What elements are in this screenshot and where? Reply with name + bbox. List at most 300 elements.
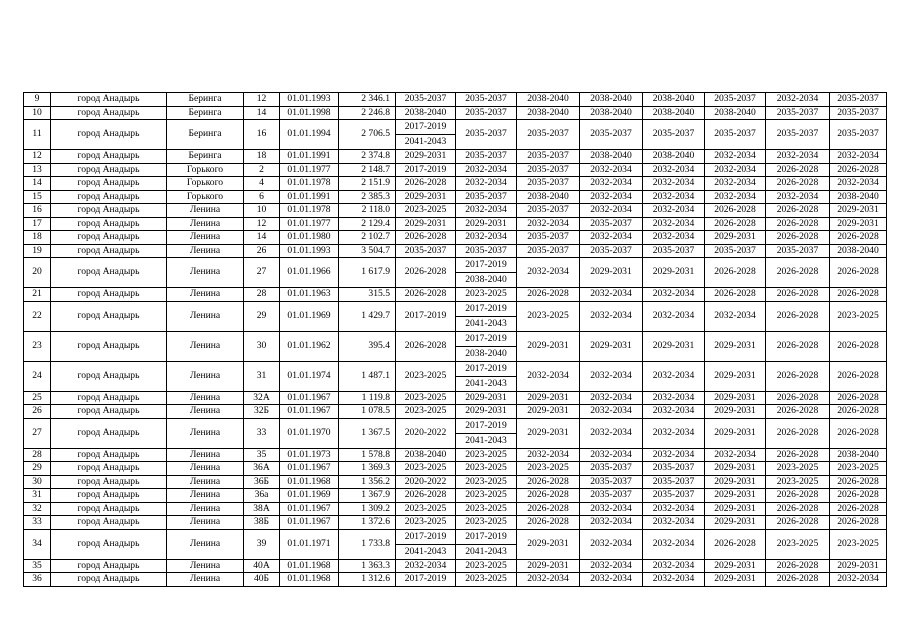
- street-cell: Беринга: [167, 150, 244, 164]
- street-cell: Горького: [167, 190, 244, 204]
- repair-period-cell: 2026-2028: [766, 391, 830, 405]
- table-row: [24, 288, 887, 302]
- commissioning-date-cell: 01.01.1969: [280, 489, 339, 503]
- row-number-cell: 30: [24, 475, 51, 489]
- street-cell: Ленина: [167, 573, 244, 587]
- commissioning-date-cell: 01.01.1969: [280, 301, 339, 331]
- table-row: [24, 163, 887, 177]
- city-cell: город Анадырь: [51, 106, 167, 120]
- commissioning-date-cell: 01.01.1977: [280, 163, 339, 177]
- commissioning-date-cell: 01.01.1967: [280, 516, 339, 530]
- street-cell: Ленина: [167, 391, 244, 405]
- repair-period-cell: 2023-2025: [396, 516, 456, 530]
- area-cell: 1 429.7: [339, 301, 396, 331]
- repair-period-cell: 2035-2037: [766, 244, 830, 258]
- repair-period-cell: 2026-2028: [396, 489, 456, 503]
- house-number-cell: 12: [244, 93, 280, 107]
- area-cell: 2 385.3: [339, 190, 396, 204]
- city-cell: город Анадырь: [51, 217, 167, 231]
- repair-period-cell: 2035-2037: [643, 462, 705, 476]
- area-cell: 2 148.7: [339, 163, 396, 177]
- repair-period-cell: 2035-2037: [517, 177, 580, 191]
- street-cell: Ленина: [167, 288, 244, 302]
- repair-period-cell: 2029-2031: [517, 405, 580, 419]
- commissioning-date-cell: 01.01.1978: [280, 204, 339, 218]
- area-cell: 1 367.9: [339, 489, 396, 503]
- commissioning-date-cell: 01.01.1973: [280, 448, 339, 462]
- house-number-cell: 39: [244, 529, 280, 559]
- repair-period-cell: 2035-2037: [580, 489, 643, 503]
- repair-period-cell: 2023-2025: [456, 448, 517, 462]
- commissioning-date-cell: 01.01.1968: [280, 559, 339, 573]
- house-number-cell: 30: [244, 331, 280, 361]
- area-cell: 2 151.9: [339, 177, 396, 191]
- repair-period-cell: 2035-2037: [766, 120, 830, 150]
- repair-period-cell: 2026-2028: [830, 391, 887, 405]
- city-cell: город Анадырь: [51, 462, 167, 476]
- repair-period-cell: 2026-2028: [830, 231, 887, 245]
- repair-period-cell: 2017-2019: [396, 163, 456, 177]
- repair-period-cell: 2032-2034: [517, 573, 580, 587]
- street-cell: Ленина: [167, 418, 244, 448]
- commissioning-date-cell: 01.01.1977: [280, 217, 339, 231]
- repair-period-cell: 2032-2034: [580, 405, 643, 419]
- table-row: [24, 177, 887, 191]
- repair-period-cell: 2032-2034: [643, 301, 705, 331]
- row-number-cell: 14: [24, 177, 51, 191]
- repair-period-cell: 2023-2025: [396, 462, 456, 476]
- repair-period-cell: 2032-2034: [705, 177, 766, 191]
- street-cell: Ленина: [167, 502, 244, 516]
- repair-period-cell: 2038-2040: [396, 448, 456, 462]
- table-row: [24, 231, 887, 245]
- street-cell: Ленина: [167, 231, 244, 245]
- repair-period-cell: [456, 331, 517, 361]
- house-number-cell: 27: [244, 258, 280, 288]
- repair-period-cell: 2032-2034: [643, 418, 705, 448]
- repair-period-cell: 2029-2031: [396, 217, 456, 231]
- repair-period-cell: 2026-2028: [766, 502, 830, 516]
- commissioning-date-cell: 01.01.1967: [280, 502, 339, 516]
- repair-period-cell: 2035-2037: [456, 190, 517, 204]
- repair-period-value: 2017-2019: [404, 121, 447, 132]
- repair-period-cell: 2032-2034: [643, 391, 705, 405]
- city-cell: город Анадырь: [51, 163, 167, 177]
- repair-period-cell: 2023-2025: [456, 559, 517, 573]
- area-cell: 2 346.1: [339, 93, 396, 107]
- repair-period-cell: 2026-2028: [766, 258, 830, 288]
- city-cell: город Анадырь: [51, 331, 167, 361]
- repair-period-cell: 2035-2037: [830, 106, 887, 120]
- repair-period-value: 2038-2040: [456, 346, 516, 361]
- repair-period-cell: 2023-2025: [456, 516, 517, 530]
- area-cell: 1 367.5: [339, 418, 396, 448]
- repair-period-cell: 2032-2034: [643, 177, 705, 191]
- repair-period-cell: 2029-2031: [643, 331, 705, 361]
- house-number-cell: 10: [244, 204, 280, 218]
- repair-period-cell: 2035-2037: [580, 475, 643, 489]
- house-number-cell: 38А: [244, 502, 280, 516]
- street-cell: Ленина: [167, 301, 244, 331]
- city-cell: город Анадырь: [51, 559, 167, 573]
- city-cell: город Анадырь: [51, 231, 167, 245]
- repair-period-cell: 2032-2034: [643, 163, 705, 177]
- repair-period-cell: 2029-2031: [830, 217, 887, 231]
- repair-period-cell: 2035-2037: [396, 244, 456, 258]
- repair-period-cell: [456, 361, 517, 391]
- repair-period-cell: 2026-2028: [766, 177, 830, 191]
- repair-period-value: 2017-2019: [465, 332, 507, 344]
- street-cell: Ленина: [167, 361, 244, 391]
- repair-period-cell: 2038-2040: [643, 106, 705, 120]
- repair-period-cell: 2017-2019: [396, 301, 456, 331]
- repair-period-cell: 2032-2034: [580, 204, 643, 218]
- house-number-cell: 40Б: [244, 573, 280, 587]
- city-cell: город Анадырь: [51, 204, 167, 218]
- repair-period-cell: 2029-2031: [580, 258, 643, 288]
- repair-period-cell: 2026-2028: [766, 231, 830, 245]
- commissioning-date-cell: 01.01.1966: [280, 258, 339, 288]
- repair-period-cell: 2026-2028: [705, 204, 766, 218]
- repair-period-cell: 2029-2031: [705, 405, 766, 419]
- repair-period-value: 2041-2043: [456, 376, 516, 391]
- repair-period-cell: 2026-2028: [830, 288, 887, 302]
- repair-period-cell: 2026-2028: [766, 489, 830, 503]
- repair-period-cell: 2026-2028: [766, 448, 830, 462]
- commissioning-date-cell: 01.01.1971: [280, 529, 339, 559]
- commissioning-date-cell: 01.01.1967: [280, 405, 339, 419]
- street-cell: Ленина: [167, 448, 244, 462]
- repair-period-cell: 2029-2031: [456, 391, 517, 405]
- row-number-cell: 27: [24, 418, 51, 448]
- repair-period-cell: 2026-2028: [766, 217, 830, 231]
- row-number-cell: 9: [24, 93, 51, 107]
- repair-period-cell: 2038-2040: [830, 448, 887, 462]
- table-row: [24, 418, 887, 448]
- commissioning-date-cell: 01.01.1967: [280, 462, 339, 476]
- row-number-cell: 36: [24, 573, 51, 587]
- repair-period-cell: 2035-2037: [580, 244, 643, 258]
- repair-period-cell: 2032-2034: [396, 559, 456, 573]
- repair-period-cell: 2029-2031: [705, 573, 766, 587]
- repair-period-cell: 2035-2037: [580, 120, 643, 150]
- area-cell: 315.5: [339, 288, 396, 302]
- repair-period-cell: 2032-2034: [580, 448, 643, 462]
- repair-period-value: 2041-2043: [396, 544, 455, 559]
- area-cell: 1 369.3: [339, 462, 396, 476]
- repair-period-cell: 2023-2025: [396, 361, 456, 391]
- repair-period-cell: 2032-2034: [643, 448, 705, 462]
- repair-period-cell: 2020-2022: [396, 475, 456, 489]
- repair-period-cell: 2029-2031: [705, 361, 766, 391]
- table-row: [24, 190, 887, 204]
- repair-period-cell: 2032-2034: [580, 502, 643, 516]
- city-cell: город Анадырь: [51, 418, 167, 448]
- repair-period-cell: 2032-2034: [580, 573, 643, 587]
- repair-period-cell: 2032-2034: [643, 217, 705, 231]
- area-cell: 1 356.2: [339, 475, 396, 489]
- repair-period-cell: 2032-2034: [580, 301, 643, 331]
- repair-period-cell: 2032-2034: [643, 529, 705, 559]
- repair-period-cell: 2035-2037: [517, 204, 580, 218]
- repair-period-cell: 2023-2025: [396, 391, 456, 405]
- street-cell: Ленина: [167, 529, 244, 559]
- repair-period-cell: 2032-2034: [580, 361, 643, 391]
- repair-period-cell: 2035-2037: [396, 93, 456, 107]
- repair-period-cell: 2032-2034: [580, 516, 643, 530]
- repair-period-cell: 2026-2028: [705, 529, 766, 559]
- repair-period-value: 2038-2040: [456, 272, 516, 287]
- city-cell: город Анадырь: [51, 190, 167, 204]
- area-cell: 1 733.8: [339, 529, 396, 559]
- table-row: [24, 244, 887, 258]
- commissioning-date-cell: 01.01.1993: [280, 244, 339, 258]
- repair-period-cell: 2029-2031: [705, 502, 766, 516]
- repair-period-cell: 2023-2025: [456, 462, 517, 476]
- table-row: [24, 258, 887, 288]
- area-cell: 1 363.3: [339, 559, 396, 573]
- commissioning-date-cell: 01.01.1978: [280, 177, 339, 191]
- repair-period-cell: 2038-2040: [517, 93, 580, 107]
- repair-period-value: 2041-2043: [396, 134, 455, 149]
- repair-period-cell: 2032-2034: [580, 391, 643, 405]
- repair-period-value: 2041-2043: [456, 316, 516, 331]
- repair-period-cell: 2029-2031: [517, 559, 580, 573]
- commissioning-date-cell: 01.01.1998: [280, 106, 339, 120]
- table-row: [24, 516, 887, 530]
- repair-period-cell: 2035-2037: [643, 244, 705, 258]
- repair-period-cell: 2023-2025: [456, 502, 517, 516]
- repair-period-cell: 2026-2028: [705, 217, 766, 231]
- repair-period-cell: 2026-2028: [766, 573, 830, 587]
- house-number-cell: 33: [244, 418, 280, 448]
- table-row: [24, 489, 887, 503]
- table-row: [24, 301, 887, 331]
- house-number-cell: 36Б: [244, 475, 280, 489]
- repair-period-cell: 2029-2031: [705, 516, 766, 530]
- row-number-cell: 33: [24, 516, 51, 530]
- repair-period-cell: 2026-2028: [766, 204, 830, 218]
- repair-period-cell: 2032-2034: [643, 190, 705, 204]
- house-number-cell: 14: [244, 106, 280, 120]
- row-number-cell: 29: [24, 462, 51, 476]
- repair-period-cell: 2026-2028: [830, 405, 887, 419]
- repair-period-cell: 2029-2031: [396, 190, 456, 204]
- area-cell: 1 578.8: [339, 448, 396, 462]
- house-number-cell: 28: [244, 288, 280, 302]
- repair-period-cell: 2029-2031: [705, 475, 766, 489]
- house-number-cell: 18: [244, 150, 280, 164]
- repair-period-cell: 2035-2037: [517, 231, 580, 245]
- repair-period-cell: 2032-2034: [643, 516, 705, 530]
- repair-period-cell: 2035-2037: [705, 93, 766, 107]
- row-number-cell: 17: [24, 217, 51, 231]
- repair-period-cell: [456, 529, 517, 559]
- repair-period-cell: 2032-2034: [705, 190, 766, 204]
- repair-period-cell: 2023-2025: [766, 462, 830, 476]
- repair-period-cell: 2026-2028: [830, 516, 887, 530]
- street-cell: Ленина: [167, 244, 244, 258]
- repair-period-value: 2017-2019: [465, 530, 507, 542]
- repair-period-value: 2017-2019: [465, 362, 507, 374]
- area-cell: 2 102.7: [339, 231, 396, 245]
- repair-period-cell: 2038-2040: [705, 106, 766, 120]
- repair-period-cell: 2029-2031: [456, 405, 517, 419]
- table-body: [24, 93, 887, 587]
- house-number-cell: 38Б: [244, 516, 280, 530]
- repair-period-cell: 2026-2028: [766, 405, 830, 419]
- repair-period-cell: 2029-2031: [705, 231, 766, 245]
- commissioning-date-cell: 01.01.1963: [280, 288, 339, 302]
- table-row: [24, 361, 887, 391]
- repair-period-cell: [456, 301, 517, 331]
- house-number-cell: 40А: [244, 559, 280, 573]
- repair-period-cell: 2032-2034: [580, 418, 643, 448]
- area-cell: 2 374.8: [339, 150, 396, 164]
- repair-period-cell: [396, 529, 456, 559]
- table-row: [24, 391, 887, 405]
- row-number-cell: 13: [24, 163, 51, 177]
- repair-period-cell: 2020-2022: [396, 418, 456, 448]
- repair-period-cell: 2026-2028: [830, 331, 887, 361]
- housing-repair-schedule-table: [23, 92, 887, 587]
- repair-period-value: 2017-2019: [465, 302, 507, 314]
- repair-period-cell: 2032-2034: [766, 150, 830, 164]
- commissioning-date-cell: 01.01.1974: [280, 361, 339, 391]
- repair-period-cell: 2029-2031: [517, 418, 580, 448]
- house-number-cell: 14: [244, 231, 280, 245]
- repair-period-value: 2017-2019: [465, 419, 507, 431]
- repair-period-cell: 2026-2028: [517, 502, 580, 516]
- table-row: [24, 502, 887, 516]
- street-cell: Ленина: [167, 559, 244, 573]
- repair-period-cell: 2026-2028: [517, 489, 580, 503]
- area-cell: 1 119.8: [339, 391, 396, 405]
- table-row: [24, 93, 887, 107]
- repair-period-cell: 2032-2034: [705, 448, 766, 462]
- repair-period-cell: 2026-2028: [396, 288, 456, 302]
- repair-period-cell: 2032-2034: [643, 288, 705, 302]
- repair-period-cell: 2026-2028: [830, 418, 887, 448]
- row-number-cell: 15: [24, 190, 51, 204]
- street-cell: Ленина: [167, 462, 244, 476]
- repair-period-cell: 2029-2031: [705, 418, 766, 448]
- commissioning-date-cell: 01.01.1968: [280, 475, 339, 489]
- repair-period-cell: 2035-2037: [456, 93, 517, 107]
- house-number-cell: 6: [244, 190, 280, 204]
- city-cell: город Анадырь: [51, 502, 167, 516]
- table-row: [24, 106, 887, 120]
- area-cell: 1 309.2: [339, 502, 396, 516]
- row-number-cell: 11: [24, 120, 51, 150]
- commissioning-date-cell: 01.01.1991: [280, 150, 339, 164]
- row-number-cell: 35: [24, 559, 51, 573]
- street-cell: Ленина: [167, 217, 244, 231]
- repair-period-cell: 2026-2028: [705, 288, 766, 302]
- commissioning-date-cell: 01.01.1993: [280, 93, 339, 107]
- repair-period-cell: 2029-2031: [517, 391, 580, 405]
- city-cell: город Анадырь: [51, 391, 167, 405]
- area-cell: 395.4: [339, 331, 396, 361]
- street-cell: Ленина: [167, 331, 244, 361]
- repair-period-cell: 2032-2034: [517, 217, 580, 231]
- repair-period-cell: 2035-2037: [830, 120, 887, 150]
- street-cell: Ленина: [167, 405, 244, 419]
- row-number-cell: 16: [24, 204, 51, 218]
- city-cell: город Анадырь: [51, 120, 167, 150]
- row-number-cell: 12: [24, 150, 51, 164]
- repair-period-cell: 2032-2034: [580, 559, 643, 573]
- row-number-cell: 25: [24, 391, 51, 405]
- table-row: [24, 529, 887, 559]
- repair-period-cell: 2023-2025: [396, 502, 456, 516]
- repair-period-cell: 2029-2031: [705, 559, 766, 573]
- house-number-cell: 36а: [244, 489, 280, 503]
- house-number-cell: 29: [244, 301, 280, 331]
- repair-period-cell: 2029-2031: [705, 462, 766, 476]
- area-cell: 2 706.5: [339, 120, 396, 150]
- repair-period-cell: 2032-2034: [705, 150, 766, 164]
- commissioning-date-cell: 01.01.1962: [280, 331, 339, 361]
- area-cell: 2 129.4: [339, 217, 396, 231]
- repair-period-cell: 2029-2031: [705, 331, 766, 361]
- repair-period-cell: 2026-2028: [705, 258, 766, 288]
- repair-period-cell: 2032-2034: [580, 288, 643, 302]
- row-number-cell: 26: [24, 405, 51, 419]
- repair-period-cell: 2023-2025: [456, 475, 517, 489]
- city-cell: город Анадырь: [51, 529, 167, 559]
- repair-period-cell: 2026-2028: [830, 163, 887, 177]
- table-row: [24, 120, 887, 150]
- street-cell: Беринга: [167, 120, 244, 150]
- row-number-cell: 22: [24, 301, 51, 331]
- repair-period-cell: 2026-2028: [766, 288, 830, 302]
- repair-period-cell: 2038-2040: [830, 190, 887, 204]
- repair-period-cell: 2035-2037: [705, 244, 766, 258]
- city-cell: город Анадырь: [51, 288, 167, 302]
- repair-period-cell: 2038-2040: [643, 150, 705, 164]
- repair-period-cell: 2035-2037: [643, 475, 705, 489]
- city-cell: город Анадырь: [51, 361, 167, 391]
- repair-period-cell: 2035-2037: [517, 120, 580, 150]
- repair-period-cell: 2026-2028: [766, 331, 830, 361]
- repair-period-cell: 2038-2040: [396, 106, 456, 120]
- house-number-cell: 31: [244, 361, 280, 391]
- repair-period-cell: 2026-2028: [766, 163, 830, 177]
- city-cell: город Анадырь: [51, 258, 167, 288]
- row-number-cell: 21: [24, 288, 51, 302]
- repair-period-cell: 2032-2034: [580, 190, 643, 204]
- street-cell: Беринга: [167, 106, 244, 120]
- city-cell: город Анадырь: [51, 150, 167, 164]
- house-number-cell: 4: [244, 177, 280, 191]
- repair-period-cell: 2026-2028: [766, 418, 830, 448]
- row-number-cell: 23: [24, 331, 51, 361]
- area-cell: 1 078.5: [339, 405, 396, 419]
- repair-period-cell: 2023-2025: [766, 475, 830, 489]
- area-cell: 2 246.8: [339, 106, 396, 120]
- repair-period-cell: 2029-2031: [396, 150, 456, 164]
- repair-period-cell: 2032-2034: [643, 204, 705, 218]
- house-number-cell: 12: [244, 217, 280, 231]
- table-row: [24, 150, 887, 164]
- city-cell: город Анадырь: [51, 489, 167, 503]
- repair-period-cell: 2038-2040: [517, 190, 580, 204]
- repair-period-cell: 2023-2025: [396, 405, 456, 419]
- repair-period-cell: 2026-2028: [830, 489, 887, 503]
- repair-period-cell: 2032-2034: [766, 93, 830, 107]
- repair-period-cell: 2023-2025: [517, 301, 580, 331]
